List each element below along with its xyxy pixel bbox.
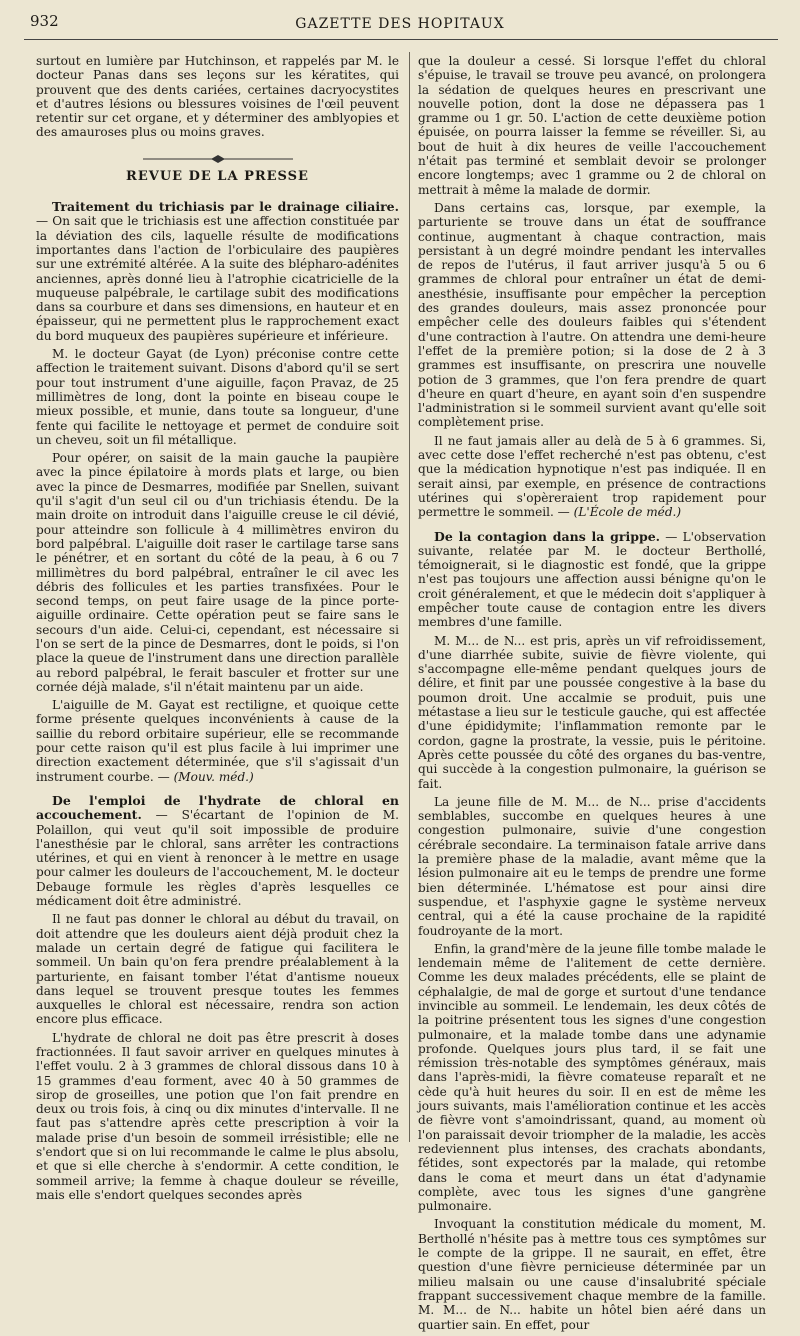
grippe-paragraph-4: Enfin, la grand'mère de la jeune fille tombe malade le lendemain même de l'alitement de cette dernière. Comme les deux malades précédents, elle se plaint de céphalalgie, de mal de gorge et surtout d'une tendance invincible au sommeil. Le lendemain, les deux côtés de la poitrine présentent tous les signes d'une congestion pulmonaire, et la malade tombe dans une adynamie profonde. Quelques jours plus tard, il se fait une rémission très-notable des symptômes généraux, mais dans l'après-midi, la fièvre comateuse reparaît et ne cède qu'à huit heures du soir. Il en est de même les jours suivants, mais l'amélioration continue et les accès de fièvre vont s'amoindrissant, quand, au moment où l'on paraissait devoir triompher de la maladie, les accès redeviennent plus intenses, des crachats abondants, fétides, sont expectorés par la malade, qui retombe dans le coma et meurt dans un état d'adynamie complète, avec tous les signes d'une gangrène pulmonaire.: [418, 941, 766, 1214]
column-divider: [409, 52, 410, 1142]
ornament-rule-icon: [143, 155, 293, 163]
grippe-paragraph-3: La jeune fille de M. M... de N... prise d'accidents semblables, succombe en quelques heures à une congestion pulmonaire, suivie d'une congestion cérébrale secondaire. La terminaison fatale arrive dans la première phase de la maladie, avant même que la lésion pulmonaire ait eu le temps de prendre une forme bien déterminée. L'hématose est pour ainsi dire suspendue, et l'asphyxie gagne le système nerveux central, qui a été la cause prochaine de la rapidité foudroyante de la mort.: [418, 794, 766, 938]
chloral-paragraph-4: que la douleur a cessé. Si lorsque l'effet du chloral s'épuise, le travail se trouve peu avancé, on prolongera la sédation de quelques heures en prescrivant une nouvelle potion, dont la dose ne dépassera pas 1 gramme ou 1 gr. 50. L'action de cette deuxième potion épuisée, on pourra laisser la femme se réveiller. Si, au bout de huit à dix heures de veille l'accouchement n'était pas terminé et semblait devoir se prolonger encore longtemps; avec 1 gramme ou 2 de chloral on mettrait à même la malade de dormir.: [418, 54, 766, 197]
trichiasis-source: (Mouv. méd.): [173, 769, 254, 784]
grippe-paragraph-1: [418, 530, 766, 630]
grippe-paragraph-5: Invoquant la constitution médicale du moment, M. Berthollé n'hésite pas à mettre tous ces symptômes sur le compte de la grippe. Il ne saurait, en effet, être question d'une fièvre pernicieuse déterminée par un milieu malsain ou une cause d'insalubrité spéciale frappant successivement chaque membre de la famille. M. M... de N... habite un hôtel bien aéré dans un quartier sain. En effet, pour: [418, 1217, 766, 1332]
chloral-paragraph-6: [418, 434, 766, 520]
intro-paragraph: surtout en lumière par Hutchinson, et rappelés par M. le docteur Panas dans ses leçons sur les kératites, qui prouvent que des dents cariées, certaines dacryocystites et d'autres lésions ou blessures voisines de l'œil peuvent retentir sur cet organe, et y déterminer des amblyopies et des amauroses plus ou moins graves.: [36, 54, 399, 140]
grippe-text-1: — L'observation suivante, relatée par M. le docteur Berthollé, témoignerait, si le diagnostic est fondé, que la grippe n'est pas toujours une affection aussi bénigne qu'on le croit généralement, et que le médecin doit s'appliquer à empêcher toute cause de contagion entre les divers membres d'une famille.: [418, 529, 766, 630]
section-title: REVUE DE LA PRESSE: [126, 168, 309, 184]
article-title-chloral: De l'emploi de l'hydrate de chloral en accouchement.: [36, 792, 399, 823]
chloral-paragraph-1: [36, 794, 399, 908]
chloral-text-1: — S'écartant de l'opinion de M. Polaillon, qui veut qu'il soit impossible de produire l'anesthésie par le chloral, sans arrêter les contractions utérines, et qui en vient à renoncer à le mettre en usage pour calmer les douleurs de l'accouchement, M. le docteur Debauge formule les règles d'après lesquelles ce médicament doit être administré.: [36, 808, 399, 909]
running-title: GAZETTE DES HOPITAUX: [295, 16, 505, 32]
chloral-paragraph-3: L'hydrate de chloral ne doit pas être prescrit à doses fractionnées. Il faut savoir arriver en quelques minutes à l'effet voulu. 2 à 3 grammes de chloral dissous dans 10 à 15 grammes d'eau forment, avec 40 à 50 grammes de sirop de groseilles, une potion que l'on fait prendre en deux ou trois fois, à cinq ou dix minutes d'intervalle. Il ne faut pas s'attendre après cette prescription à voir la malade prise d'un besoin de sommeil irrésistible; elle ne s'endort que si on lui recommande le calme le plus absolu, et que si elle cherche à s'endormir. A cette condition, le sommeil arrive; la femme à chaque douleur se réveille, mais elle s'endort quelques secondes après: [36, 1030, 399, 1202]
trichiasis-text-1: — On sait que le trichiasis est une affection constituée par la déviation des cils, laquelle résulte de modifications importantes dans l'action de l'orbiculaire des paupières sur une extrémité altérée. A la suite des blépharo-adénites anciennes, après donné lieu à l'atrophie cicatricielle de la muqueuse palpébrale, le cartilage subit des modifications dans sa courbure et dans ses dimensions, en hauteur et en épaisseur, qui ne permettent plus le rapprochement exact du bord muqueux des paupières supérieure et inférieure.: [36, 214, 399, 343]
page-number: 932: [30, 12, 59, 30]
ornament-divider: [36, 152, 399, 160]
trichiasis-text-4: L'aiguille de M. Gayat est rectiligne, et quoique cette forme présente quelques inconvénients à cause de la saillie du rebord orbitaire supérieur, elle se recommande pour cette raison qu'il est plus facile à lui imprimer une direction exactement déterminée, que s'il s'agissait d'un instrument courbe. —: [36, 698, 399, 784]
chloral-text-6: Il ne faut jamais aller au delà de 5 à 6 grammes. Si, avec cette dose l'effet recherché n'est pas obtenu, c'est que la médication hypnotique n'est pas indiquée. Il en serait ainsi, par exemple, en présence de contractions utérines qui s'opèreraient trop rapidement pour permettre le sommeil. —: [418, 433, 766, 520]
trichiasis-paragraph-1: [36, 200, 399, 343]
trichiasis-paragraph-2: M. le docteur Gayat (de Lyon) préconise contre cette affection le traitement suivant. Disons d'abord qu'il se sert pour tout instrument d'une aiguille, façon Pravaz, de 25 millimètres de long, dont la pointe en biseau coupe le mieux possible, et munie, dans toute sa longueur, d'une fente qui facilite le nettoyage et permet de conduire soit un cheveu, soit un fil métallique.: [36, 347, 399, 447]
trichiasis-paragraph-3: Pour opérer, on saisit de la main gauche la paupière avec la pince épilatoire à mords plats et large, ou bien avec la pince de Desmarres, modifiée par Snellen, suivant qu'il s'agit d'un seul cil ou d'un trichiasis étendu. De la main droite on introduit dans l'aiguille creuse le cil dévié, pour atteindre son follicule à 4 millimètres environ du bord palpébral. L'aiguille doit raser le cartilage tarse sans le pénétrer, et en sortant du côté de la peau, à 6 ou 7 millimètres du bord palpébral, entraîner le cil avec les débris des follicules et les parties transfixées. Pour le second temps, on peut faire usage de la pince porte-aiguille ordinaire. Cette opération peut se faire sans le secours d'un aide. Celui-ci, cependant, est nécessaire si l'on se sert de la pince de Desmarres, dont le poids, si l'on place la queue de l'instrument dans une direction parallèle au rebord palpébral, le ferait basculer et frotter sur une cornée déjà malade, s'il n'était maintenu par un aide.: [36, 451, 399, 694]
right-column: [418, 54, 766, 1336]
chloral-paragraph-2: Il ne faut pas donner le chloral au début du travail, on doit attendre que les douleurs aient déjà produit chez la malade un certain degré de fatigue qui facilitera le sommeil. Un bain qu'on fera prendre préalablement à la parturiente, en faisant tomber l'état d'antisme noueux dans lequel se trouvent presque toutes les femmes auxquelles le chloral est nécessaire, rendra son action encore plus efficace.: [36, 912, 399, 1027]
grippe-paragraph-2: M. M... de N... est pris, après un vif refroidissement, d'une diarrhée subite, suivie de fièvre violente, qui s'accompagne elle-même pendant quelques jours de délire, et finit par une poussée congestive à la base du poumon droit. Une accalmie se produit, puis une métastase a lieu sur le testicule gauche, qui est affectée d'une épididymite; l'inflammation remonte par le cordon, gagne la prostrate, la vessie, puis le péritoine. Après cette poussée du côté des organes du bas-ventre, qui succède à la congestion pulmonaire, la guérison se fait.: [418, 633, 766, 791]
chloral-paragraph-5: Dans certains cas, lorsque, par exemple, la parturiente se trouve dans un état de souffrance continue, augmentant à chaque contraction, mais persistant à un degré moindre pendant les intervalles de repos de l'utérus, il faut arriver jusqu'à 5 ou 6 grammes de chloral pour entraîner un état de demi-anesthésie, insuffisante pour empêcher la perception des grandes douleurs, mais assez prononcée pour empêcher celle des douleurs faibles qui s'étendent d'une contraction à l'autre. On attendra une demi-heure l'effet de la première potion; si la dose de 2 à 3 grammes est insuffisante, on prescrira une nouvelle potion de 3 grammes, que l'on fera prendre de quart d'heure en quart d'heure, en ayant soin d'en suspendre l'administration si le sommeil survient avant qu'elle soit complètement prise.: [418, 200, 766, 430]
chloral-source: (L'École de méd.): [573, 505, 682, 520]
left-column: [36, 54, 399, 1206]
article-title-grippe: De la contagion dans la grippe.: [434, 528, 660, 544]
article-title-trichiasis: Traitement du trichiasis par le drainage ciliaire.: [52, 199, 399, 215]
header-rule: [24, 39, 778, 40]
trichiasis-paragraph-4: [36, 698, 399, 784]
